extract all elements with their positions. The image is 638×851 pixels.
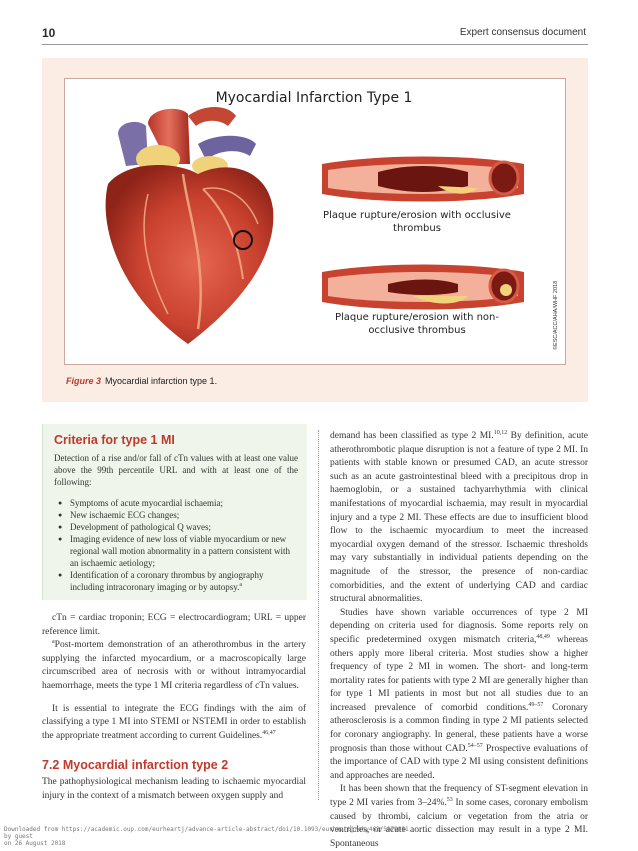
column-separator (318, 430, 319, 800)
paragraph: demand has been classified as type 2 MI.$^{10,12}$ By definition, acute atherothrombotic plaque disruption is not a feature of type 2 MI. In patients with stable known or presumed CAD, an acute stressor such as an acute gastrointestinal bleed with a precipitous drop in haemoglobin, or a sustained tachyarrhythmia with clinical manifestations of myocardial ischaemia, may result in myocardial injury and a type 2 MI. These effects are due to insufficient blood flow to the ischaemic myocardium to meet the increased myocardial oxygen demand of the stressor. Ischaemic thresholds may vary substantially in individual patients depending on the magnitude of the stressor, the presence of non-cardiac comorbidities, and the extent of underlying CAD and cardiac structural abnormalities. (330, 429, 588, 605)
non-occlusive-artery-illustration (318, 258, 528, 314)
occlusive-artery-illustration (318, 150, 528, 206)
figure-caption-label: Figure 3 (66, 376, 102, 386)
footer-url[interactable]: Downloaded from https://academic.oup.com/eurheartj/advance-article-abstract/doi/10.1093/eurheartj/ehy462/5079081 (4, 826, 409, 833)
footnote-mark: a (239, 582, 243, 588)
criteria-item: ● New ischaemic ECG changes; (58, 509, 298, 521)
figure-copyright: ©ESC/ACC/AHA/WHF 2018 (553, 280, 559, 350)
heart-illustration (78, 104, 288, 354)
left-column-notes (42, 612, 306, 743)
occlusive-label: Plaque rupture/erosion with occlusive thrombus (323, 210, 511, 234)
figure-title: Myocardial Infarction Type 1 (215, 90, 413, 106)
criteria-intro: Detection of a rise and/or fall of cTn values with at least one value above the 99th percentile URL and with at least one of the following: (54, 453, 298, 487)
criteria-item: ● Imaging evidence of new loss of viable myocardium or new regional wall motion abnormality in a pattern consistent with an ischaemic aetiology; (58, 533, 298, 569)
non-occlusive-label: Plaque rupture/erosion with non-occlusive thrombus (334, 312, 499, 336)
header-rule (42, 44, 588, 45)
paragraph-ecg: It is essential to integrate the ECG findings with the aim of classifying a type 1 MI into STEMI or NSTEMI in order to establish the appropriate treatment according to current Guidelines.$^{46,47}$ (42, 703, 306, 741)
paragraph-section: The pathophysiological mechanism leading to ischaemic myocardial injury in the context of a mismatch between oxygen supply and (42, 777, 306, 801)
running-title: Expert consensus document (459, 27, 586, 38)
paragraph: Studies have shown variable occurrences of type 2 MI depending on criteria used for diagnosis. Some reports rely on specific predetermined oxygen mismatch criteria,$^{48,49}$ whereas others apply more liberal criteria. Most studies show a higher frequency of type 2 MI in women. The short- and long-term mortality rates for patients with type 2 MI are generally higher than for type 1 MI patients in most but not all studies due to an increased prevalence of comorbid conditions.$^{49-57}$ Coronary atherosclerosis is a common finding in type 2 MI patients selected for coronary angiography. In general, these patients have a worse prognosis than those without CAD.$^{54-57}$ Prospective evaluations of the importance of CAD with type 2 MI using consistent definitions and approaches are needed. (330, 607, 589, 781)
page-number: 10 (42, 26, 56, 40)
right-column-text (330, 430, 588, 851)
footnote: $^a$Post-mortem demonstration of an atherothrombus in the artery supplying the infarcted myocardium, or a macroscopically large circumscribed area of necrosis with or without intramyocardial haemorrhage, meets the type 1 MI criteria regardless of cTn values. (42, 639, 306, 691)
criteria-title: Criteria for type 1 MI (54, 433, 175, 447)
criteria-item: ● Development of pathological Q waves; (58, 521, 298, 533)
footer-date: on 26 August 2018 (4, 840, 66, 847)
paragraph: It has been shown that the frequency of ST-segment elevation in type 2 MI varies from 3–24%.$^{53}$ In some cases, coronary embolism caused by thrombi, calcium or vegetation from the atria or ventricles, or acute aortic dissection may result in a type 2 MI. Spontaneous (330, 784, 588, 849)
left-column-section-text (42, 776, 306, 803)
plaque-shape (500, 284, 512, 296)
abbreviations: cTn = cardiac troponin; ECG = electrocardiogram; URL = upper reference limit. (42, 613, 306, 637)
figure-caption (66, 376, 217, 386)
criteria-item: ● Symptoms of acute myocardial ischaemia; (58, 497, 298, 509)
download-footer (4, 826, 409, 847)
aortic-arch-shape (188, 107, 236, 126)
figure-caption-text: Myocardial infarction type 1. (105, 376, 218, 386)
section-heading: 7.2 Myocardial infarction type 2 (42, 758, 229, 772)
footer-by: by guest (4, 833, 33, 840)
heart-body-shape (106, 165, 274, 344)
criteria-list (58, 497, 298, 593)
criteria-item: ● Identification of a coronary thrombus by angiography including intracoronary imaging or by autopsy.$^a$ (58, 569, 298, 593)
artery-cross-section-shape (490, 162, 518, 194)
